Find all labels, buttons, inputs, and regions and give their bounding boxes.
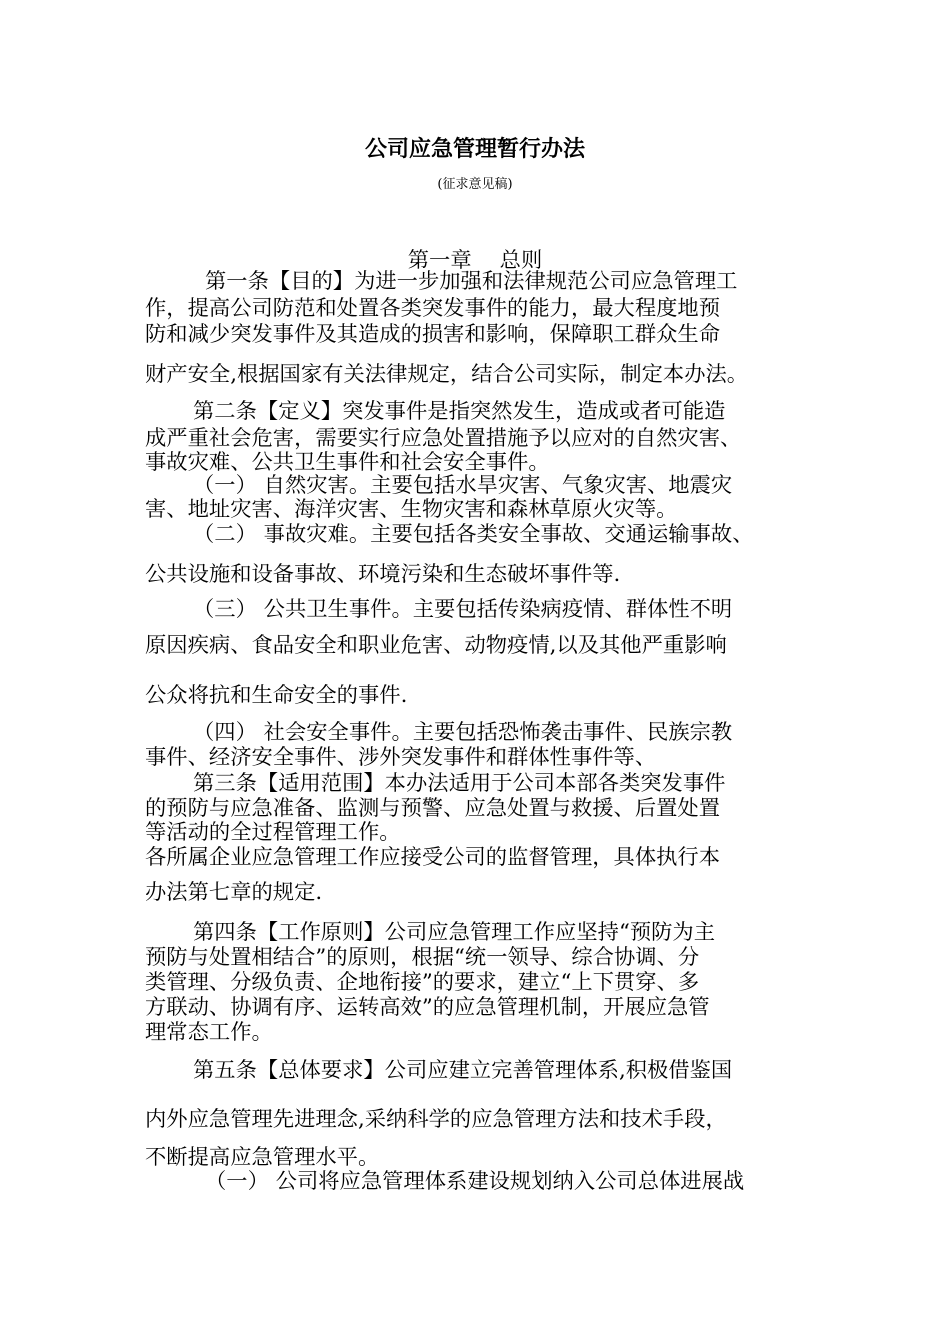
body-line: 公共设施和设备事故、环境污染和生态破坏事件等.	[145, 562, 621, 587]
body-line: （二） 事故灾难。主要包括各类安全事故、交通运输事故、	[193, 522, 754, 547]
body-line: 办法第七章的规定.	[145, 880, 323, 905]
body-line: 的预防与应急准备、监测与预警、应急处置与救援、后置处置	[145, 796, 721, 821]
body-line: 成严重社会危害，需要实行应急处置措施予以应对的自然灾害、	[145, 426, 742, 451]
document-title: 公司应急管理暂行办法	[364, 137, 585, 162]
body-line: 事件、经济安全事件、涉外突发事件和群体性事件等、	[145, 745, 657, 770]
document-subtitle: (征求意见稿)	[437, 177, 513, 192]
body-line: 第三条【适用范围】本办法适用于公司本部各类突发事件	[193, 771, 726, 796]
body-line: 防和减少突发事件及其造成的损害和影响，保障职工群众生命	[145, 322, 721, 347]
body-line: 事故灾难、公共卫生事件和社会安全事件。	[145, 450, 550, 475]
body-line: 类管理、分级负责、企地衔接”的要求，建立“上下贯穿、多	[145, 970, 700, 995]
body-line: 公众将抗和生命安全的事件.	[145, 683, 408, 708]
body-line: 等活动的全过程管理工作。	[145, 820, 401, 845]
body-line: 财产安全,根据国家有关法律规定，结合公司实际，制定本办法。	[145, 362, 749, 387]
body-line: （一） 公司将应急管理体系建设规划纳入公司总体进展战	[205, 1169, 745, 1194]
body-line: 内外应急管理先进理念,采纳科学的应急管理方法和技术手段，	[145, 1107, 727, 1132]
body-line: 第五条【总体要求】公司应建立完善管理体系,积极借鉴国	[193, 1058, 733, 1083]
body-line: 方联动、协调有序、运转高效”的应急管理机制，开展应急管	[145, 995, 710, 1020]
body-line: （三） 公共卫生事件。主要包括传染病疫情、群体性不明	[193, 597, 733, 622]
body-line: 预防与处置相结合”的原则，根据“统一领导、综合协调、分	[145, 945, 700, 970]
chapter-heading: 第一章 总则	[407, 248, 543, 273]
body-line: 第一条【目的】为进一步加强和法律规范公司应急管理工	[205, 269, 738, 294]
body-line: 作，提高公司防范和处置各类突发事件的能力，最大程度地预	[145, 296, 721, 321]
body-line: 第四条【工作原则】公司应急管理工作应坚持“预防为主	[193, 920, 716, 945]
body-line: 各所属企业应急管理工作应接受公司的监督管理，具体执行本	[145, 845, 721, 870]
body-line: （一） 自然灾害。主要包括水旱灾害、气象灾害、地震灾	[193, 473, 733, 498]
body-line: 不断提高应急管理水平。	[145, 1145, 380, 1170]
body-line: 原因疾病、食品安全和职业危害、动物疫情,以及其他严重影响	[145, 633, 727, 658]
body-line: 害、地址灾害、海洋灾害、生物灾害和森林草原火灾等。	[145, 497, 678, 522]
body-line: 第二条【定义】突发事件是指突然发生，造成或者可能造	[193, 399, 726, 424]
body-line: 理常态工作。	[145, 1020, 273, 1045]
body-line: （四） 社会安全事件。主要包括恐怖袭击事件、民族宗教	[193, 720, 733, 745]
